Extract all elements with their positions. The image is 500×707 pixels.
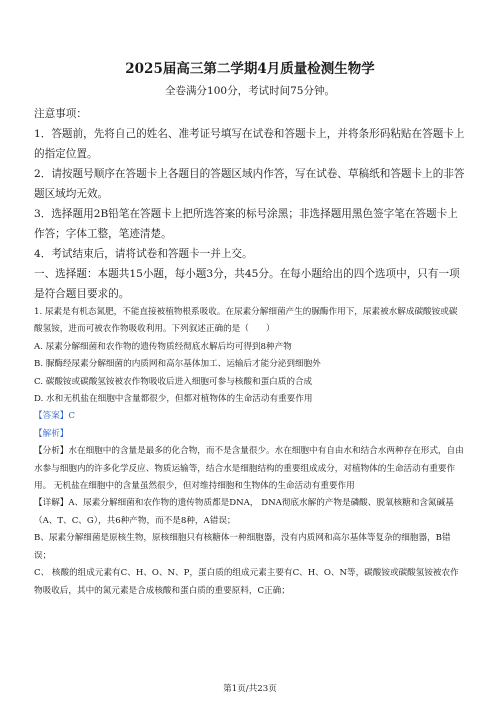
option-b: B. 脲酶经尿素分解细菌的内质网和高尔基体加工、运输后才能分泌到细胞外 xyxy=(34,359,321,370)
section-heading: 一、选择题：本题共15小题，每小题3分，共45分。在每小题给出的四个选项中，只有一项是符合题目要求的。 xyxy=(34,268,460,300)
notice-heading: 注意事项： xyxy=(34,108,87,120)
page-title: 2025届高三第二学期4月质量检测生物学 xyxy=(125,61,375,77)
option-c: C. 碳酸铵或碳酸氢铵被农作物吸收后进入细胞可参与核酸和蛋白质的合成 xyxy=(34,376,313,387)
detail-b: B、尿素分解细菌是原核生物，原核细胞只有核糖体一种细胞器，没有内质网和高尔基体等复杂的细胞器，B错误； xyxy=(34,533,451,561)
exam-info: 全卷满分100分，考试时间75分钟。 xyxy=(165,85,335,97)
notice-item-4: 4．考试结束后，请将试卷和答题卡一并上交。 xyxy=(34,248,253,260)
page-footer: 第1页/共23页 xyxy=(223,684,277,694)
notice-item-2: 2．请按题号顺序在答题卡上各题目的答题区域内作答，写在试卷、草稿纸和答题卡上的非答题区域均无效。 xyxy=(34,168,465,200)
answer-tag: 【答案】C xyxy=(34,411,75,422)
detail-c: C、 核酸的组成元素有C、H、O、N、P，蛋白质的组成元素主要有C、H、O、N等，碳酸铵或碳酸氢铵被农作物吸收后，其中的氮元素是合成核酸和蛋白质的重要原料，C正确； xyxy=(34,568,459,596)
analysis-tag: 【解析】 xyxy=(34,428,69,439)
detail-a: 【详解】A、尿素分解细菌和农作物的遗传物质都是DNA， DNA彻底水解的产物是磷酸、脱氧核糖和含氮碱基（A、T、C、G），共6种产物，而不是8种，A错误； xyxy=(34,498,454,526)
notice-item-3: 3．选择题用2B铅笔在答题卡上把所选答案的标号涂黑；非选择题用黑色签字笔在答题卡上作答；字体工整，笔迹清楚。 xyxy=(34,208,458,240)
option-a: A. 尿素分解细菌和农作物的遗传物质经彻底水解后均可得到8种产物 xyxy=(34,341,292,352)
question-stem: 1. 尿素是有机态氮肥，不能直接被植物根系吸收。在尿素分解细菌产生的脲酶作用下，尿素被水解成碳酸铵或碳酸氢铵，进而可被农作物吸收利用。下列叙述正确的是（ ） xyxy=(34,307,458,335)
option-d: D. 水和无机盐在细胞中含量都很少，但都对植物体的生命活动有重要作用 xyxy=(34,394,313,405)
notice-item-1: 1．答题前，先将自己的姓名、准考证号填写在试卷和答题卡上，并将条形码粘贴在答题卡上的指定位置。 xyxy=(34,128,465,160)
analysis-text: 【分析】水在细胞中的含量是最多的化合物，而不是含量很少。水在细胞中有自由水和结合水两种存在形式，自由水参与细胞内的许多化学反应、物质运输等，结合水是细胞结构的重要组成成分，对植物体的生命活动有重要作用。 无机盐在细胞中的含量虽然很少，但对维持细胞和生物体的生命活动有重要作用 xyxy=(34,446,464,492)
